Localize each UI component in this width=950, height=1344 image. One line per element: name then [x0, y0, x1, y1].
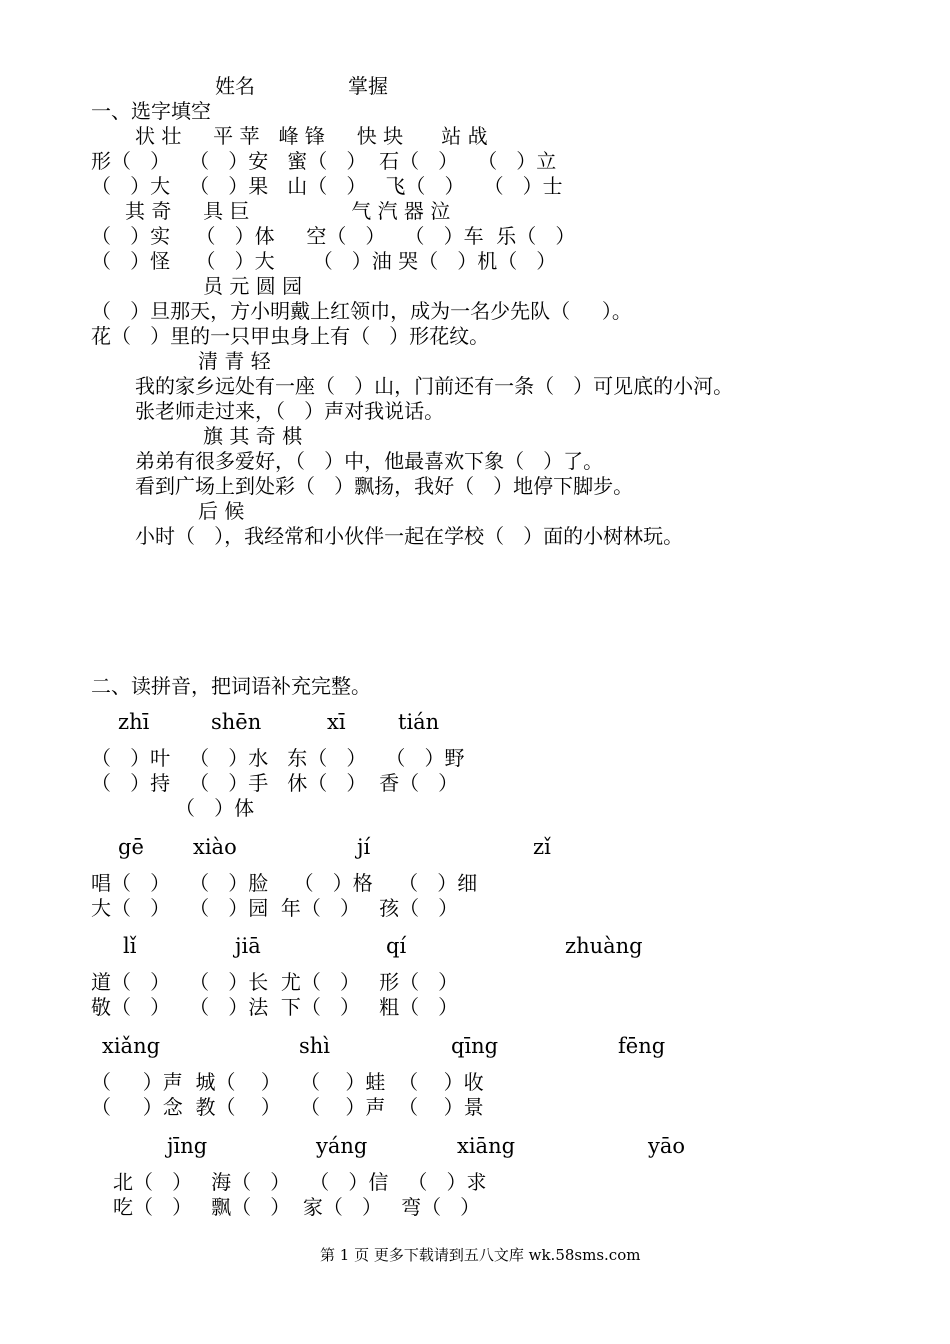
pinyin-label: xī	[327, 710, 346, 734]
exercise-line: （ ）叶 （ ）水 东（ ） （ ）野	[91, 746, 465, 770]
pinyin-label: xiào	[193, 835, 237, 859]
char-options: 清 青 轻	[198, 349, 271, 373]
pinyin-label: xiǎng	[102, 1034, 161, 1058]
pinyin-label: shì	[299, 1034, 331, 1058]
exercise-line: 弟弟有很多爱好，（ ）中，他最喜欢下象（ ）了。	[135, 449, 604, 473]
exercise-line: （ ）声 城（ ） （ ）蛙 （ ）收	[91, 1070, 484, 1094]
pinyin-label: zǐ	[533, 835, 551, 859]
exercise-line: （ ）持 （ ）手 休（ ） 香（ ）	[91, 771, 459, 795]
char-options: 员 元 圆 园	[203, 274, 303, 298]
pinyin-label: qīng	[451, 1034, 499, 1058]
pinyin-label: gē	[118, 835, 144, 859]
exercise-line: （ ）实 （ ）体 空（ ） （ ）车 乐（ ）	[91, 224, 576, 248]
exercise-line: 花（ ）里的一只甲虫身上有（ ）形花纹。	[91, 324, 490, 348]
exercise-line: 小时（ ），我经常和小伙伴一起在学校（ ）面的小树林玩。	[135, 524, 684, 548]
exercise-line: （ ）怪 （ ）大 （ ）油 哭（ ）机（ ）	[91, 249, 557, 273]
pinyin-label: tián	[398, 710, 440, 734]
exercise-line: 吃（ ） 飘（ ） 家（ ） 弯（ ）	[113, 1195, 481, 1219]
exercise-line: 敬（ ） （ ）法 下（ ） 粗（ ）	[91, 995, 459, 1019]
char-options: 旗 其 奇 棋	[203, 424, 303, 448]
pinyin-label: fēng	[618, 1034, 666, 1058]
pinyin-label: yāo	[648, 1134, 686, 1158]
name-label: 姓名	[215, 74, 255, 98]
exercise-line: （ ）大 （ ）果 山（ ） 飞（ ） （ ）士	[91, 174, 563, 198]
exercise-line: 道（ ） （ ）长 尤（ ） 形（ ）	[91, 970, 459, 994]
pinyin-label: jí	[357, 835, 371, 859]
pinyin-label: zhuàng	[565, 934, 643, 958]
exercise-line: 唱（ ） （ ）脸 （ ）格 （ ）细	[91, 871, 478, 895]
exercise-line: （ ）念 教（ ） （ ）声 （ ）景	[91, 1095, 484, 1119]
exercise-line: 看到广场上到处彩（ ）飘扬，我好（ ）地停下脚步。	[135, 474, 634, 498]
pinyin-label: zhī	[118, 710, 150, 734]
page-footer: 第 1 页 更多下载请到五八文库 wk.58sms.com	[320, 1246, 641, 1264]
exercise-line: 张老师走过来，（ ）声对我说话。	[135, 399, 445, 423]
char-options: 其 奇 具 巨 气 汽 器 泣	[125, 199, 451, 223]
exercise-line: 北（ ） 海（ ） （ ）信 （ ）求	[113, 1170, 487, 1194]
pinyin-label: jiā	[235, 934, 261, 958]
pinyin-label: qí	[386, 934, 407, 958]
pinyin-label: yáng	[316, 1134, 368, 1158]
exercise-line: （ ）旦那天，方小明戴上红领巾，成为一名少先队（ ）。	[91, 299, 632, 323]
exercise-line: （ ）体	[175, 796, 255, 820]
pinyin-label: lǐ	[123, 934, 137, 958]
char-options: 后 候	[198, 499, 245, 523]
pinyin-label: jīng	[167, 1134, 208, 1158]
section-title: 二、读拼音，把词语补充完整。	[91, 674, 371, 698]
char-options: 状 壮 平 苹 峰 锋 快 块 站 战	[135, 124, 488, 148]
pinyin-label: xiāng	[457, 1134, 516, 1158]
exercise-line: 我的家乡远处有一座（ ）山，门前还有一条（ ）可见底的小河。	[135, 374, 734, 398]
exercise-line: 大（ ） （ ）园 年（ ） 孩（ ）	[91, 896, 459, 920]
mastery-label: 掌握	[348, 74, 388, 98]
pinyin-label: shēn	[211, 710, 262, 734]
exercise-line: 形（ ） （ ）安 蜜（ ） 石（ ） （ ）立	[91, 149, 557, 173]
section-title: 一、选字填空	[91, 99, 211, 123]
